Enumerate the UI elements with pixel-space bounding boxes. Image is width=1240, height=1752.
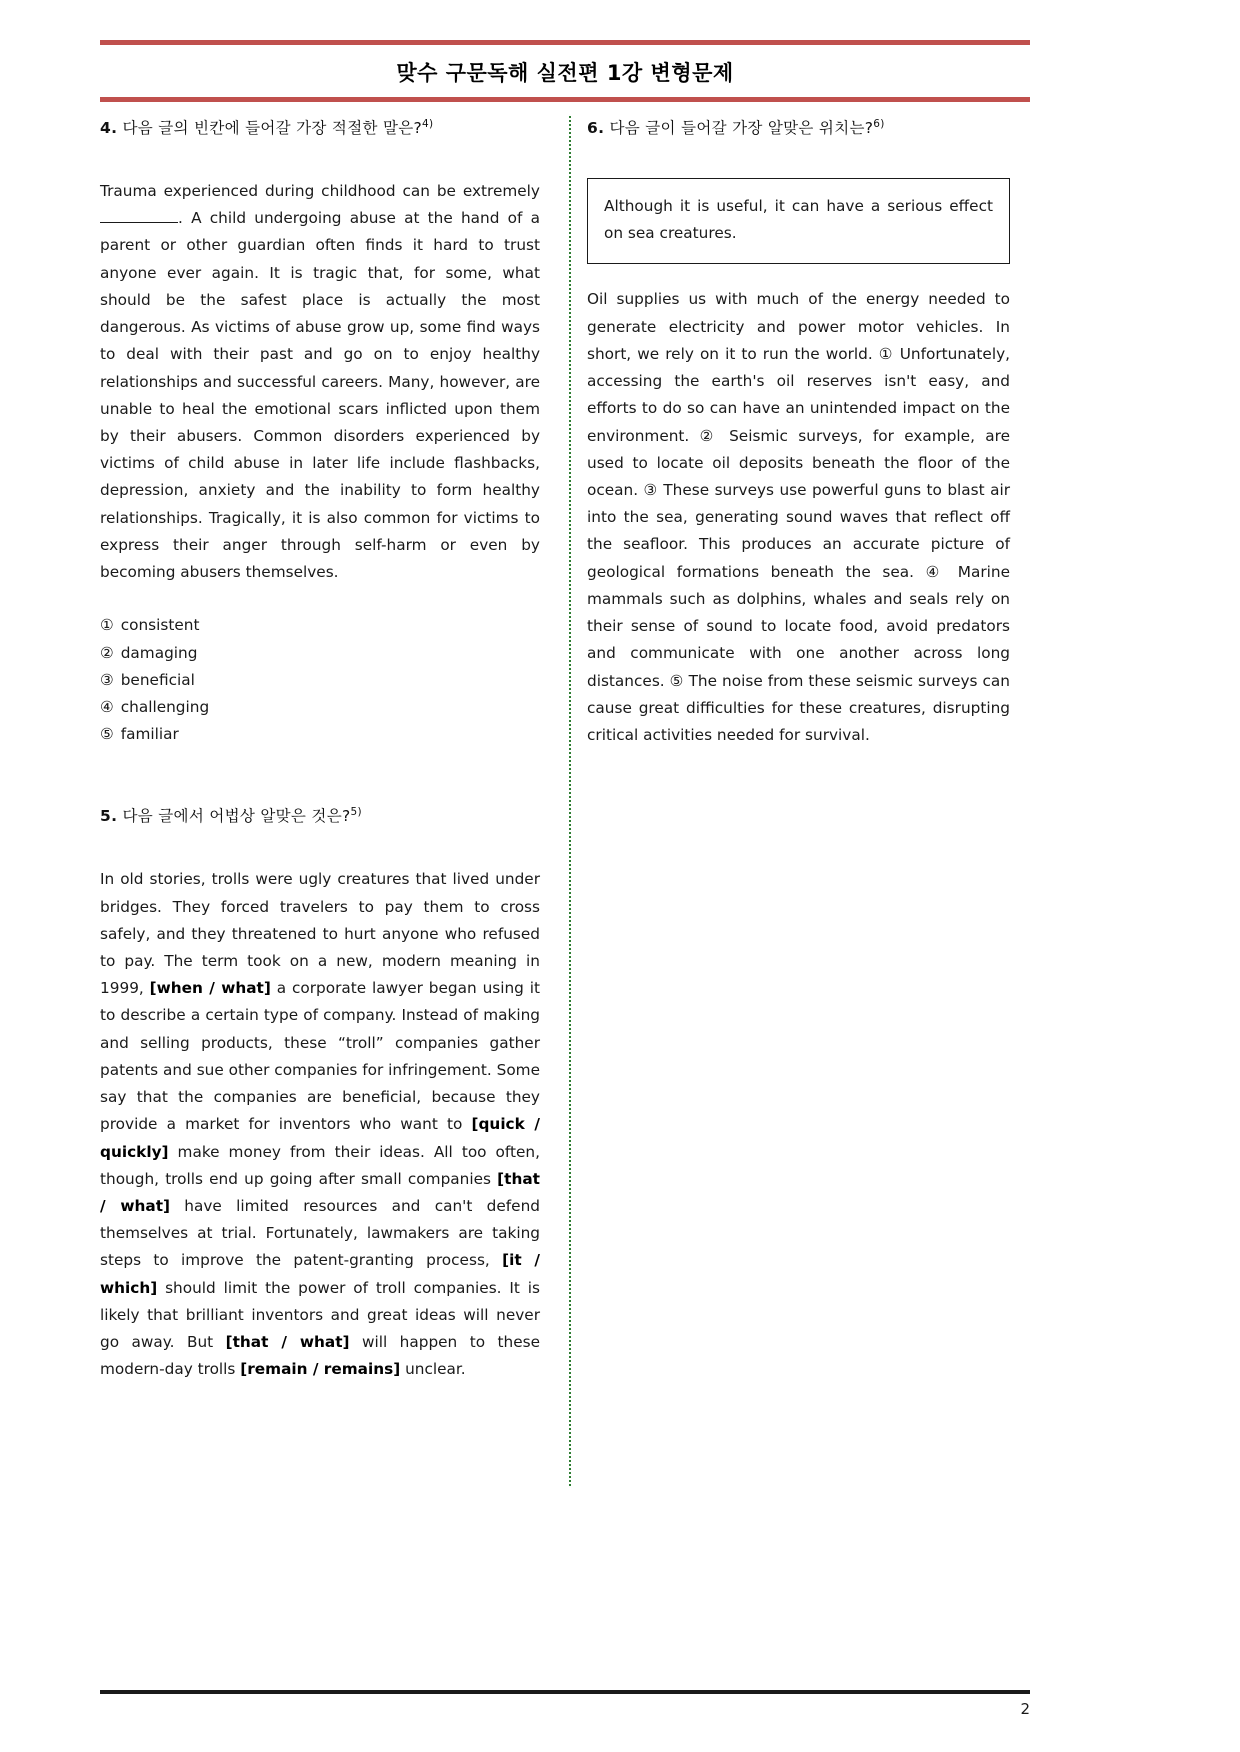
option-3[interactable] xyxy=(100,667,540,694)
question-6-number: 6. xyxy=(587,119,605,137)
option-5-marker: ⑤ xyxy=(100,725,114,744)
passage-5-text: make money from their ideas. All too often, though, trolls end up going after small companies xyxy=(100,1142,540,1188)
passage-5-text: unclear. xyxy=(400,1360,466,1379)
question-5-footnote: 5) xyxy=(350,806,362,819)
column-divider xyxy=(569,116,571,1486)
spacer xyxy=(100,586,540,608)
question-6-footnote: 6) xyxy=(873,117,885,130)
option-5[interactable] xyxy=(100,721,540,748)
question-4-options xyxy=(100,612,540,748)
question-4-footnote: 4) xyxy=(422,117,434,130)
question-5-number: 5. xyxy=(100,807,118,826)
option-2-label: damaging xyxy=(120,643,198,662)
grammar-choice-pair[interactable]: [when / what] xyxy=(149,979,271,998)
passage-5-text: a corporate lawyer began using it to describe a certain type of company. Instead of making and selling products, these “troll” companies gather patents and sue other companies for infringement. Some say that the companies are beneficial, because they provide a market for inventors who want to xyxy=(100,979,541,1134)
question-4-prompt: 다음 글의 빈칸에 들어갈 가장 적절한 말은? xyxy=(117,119,423,137)
passage-5-text: have limited resources and can't defend themselves at trial. Fortunately, lawmakers are taking steps to improve the patent-granting process, xyxy=(100,1197,540,1270)
grammar-choice-pair[interactable]: [that / what] xyxy=(100,1169,540,1215)
question-6-header xyxy=(587,116,1010,138)
two-column-body xyxy=(100,116,1030,1496)
spacer xyxy=(587,264,1010,286)
passage-4-part-1: Trauma experienced during childhood can be extremely xyxy=(100,182,540,200)
grammar-choice-pair[interactable]: [quick / quickly] xyxy=(100,1115,540,1161)
spacer xyxy=(587,144,1010,178)
question-6-prompt: 다음 글이 들어갈 가장 알맞은 위치는? xyxy=(604,119,874,137)
grammar-choice-pair[interactable]: [remain / remains] xyxy=(240,1360,401,1379)
page-title: 맞수 구문독해 실전편 1강 변형문제 xyxy=(396,61,734,85)
fill-in-blank xyxy=(100,208,178,224)
option-2-marker: ② xyxy=(100,643,114,662)
option-1-marker: ① xyxy=(100,616,114,635)
option-2[interactable] xyxy=(100,640,540,667)
passage-5-text: will happen to these modern-day trolls xyxy=(100,1333,540,1379)
passage-4-part-2: . A child undergoing abuse at the hand of a parent or other guardian often finds it hard to trust anyone ever again. It is tragic that, for some, what should be the safest place is actually the most dangerous. As victims of abuse grow up, some find ways to deal with their past and go on to enjoy healthy relationships and successful careers. Many, however, are unable to heal the emotional scars inflicted upon them by their abusers. Common disorders experienced by victims of child abuse in later life include flashbacks, depression, anxiety and the inability to form healthy relationships. Tragically, it is also common for victims to express their anger through self-harm or even by becoming abusers themselves. xyxy=(100,209,540,582)
insertion-sentence-text: Although it is useful, it can have a serious effect on sea creatures. xyxy=(604,197,993,243)
option-4-label: challenging xyxy=(120,697,210,716)
insertion-sentence-box xyxy=(587,178,1010,264)
question-4-header xyxy=(100,116,540,138)
option-5-label: familiar xyxy=(120,725,179,744)
question-5-prompt: 다음 글에서 어법상 알맞은 것은? xyxy=(117,807,351,826)
grammar-choice-pair[interactable]: [that / what] xyxy=(225,1333,350,1352)
left-column xyxy=(100,116,555,1496)
spacer xyxy=(100,832,540,866)
option-3-marker: ③ xyxy=(100,670,114,689)
option-3-label: beneficial xyxy=(120,670,195,689)
spacer xyxy=(100,144,540,178)
question-6-passage: Oil supplies us with much of the energy needed to generate electricity and power motor vehicles. In short, we rely on it to run the world. ① Unfortunately, accessing the earth's oil reserves isn't easy, and efforts to do so can have an unintended impact on the environment. ② Seismic surveys, for example, are used to locate oil deposits beneath the floor of the ocean. ③ These surveys use powerful guns to blast air into the sea, generating sound waves that reflect off the seafloor. This produces an accurate picture of geological formations beneath the sea. ④ Marine mammals such as dolphins, whales and seals rely on their sense of sound to locate food, avoid predators and communicate with one another across long distances. ⑤ The noise from these seismic surveys can cause great difficulties for these creatures, disrupting critical activities needed for survival. xyxy=(587,290,1010,744)
option-1-label: consistent xyxy=(120,616,200,635)
question-5-header xyxy=(100,804,540,826)
option-4[interactable] xyxy=(100,694,540,721)
spacer xyxy=(100,748,540,804)
page-footer xyxy=(100,1690,1030,1718)
header-rule-bottom xyxy=(100,97,1030,102)
question-4-number: 4. xyxy=(100,119,118,137)
grammar-choice-pair[interactable]: [it / which] xyxy=(100,1251,540,1297)
right-column xyxy=(555,116,1010,1496)
option-4-marker: ④ xyxy=(100,697,114,716)
page-number: 2 xyxy=(1020,1700,1030,1718)
option-1[interactable] xyxy=(100,612,540,639)
question-4-passage xyxy=(100,178,540,586)
question-5-passage xyxy=(100,866,540,1383)
passage-5-text: In old stories, trolls were ugly creatures that lived under bridges. They forced travelers to pay them to cross safely, and they threatened to hurt anyone who refused to pay. The term took on a new, modern meaning in 1999, xyxy=(100,870,540,998)
passage-5-text: should limit the power of troll companies. It is likely that brilliant inventors and great ideas will never go away. But xyxy=(100,1278,540,1352)
